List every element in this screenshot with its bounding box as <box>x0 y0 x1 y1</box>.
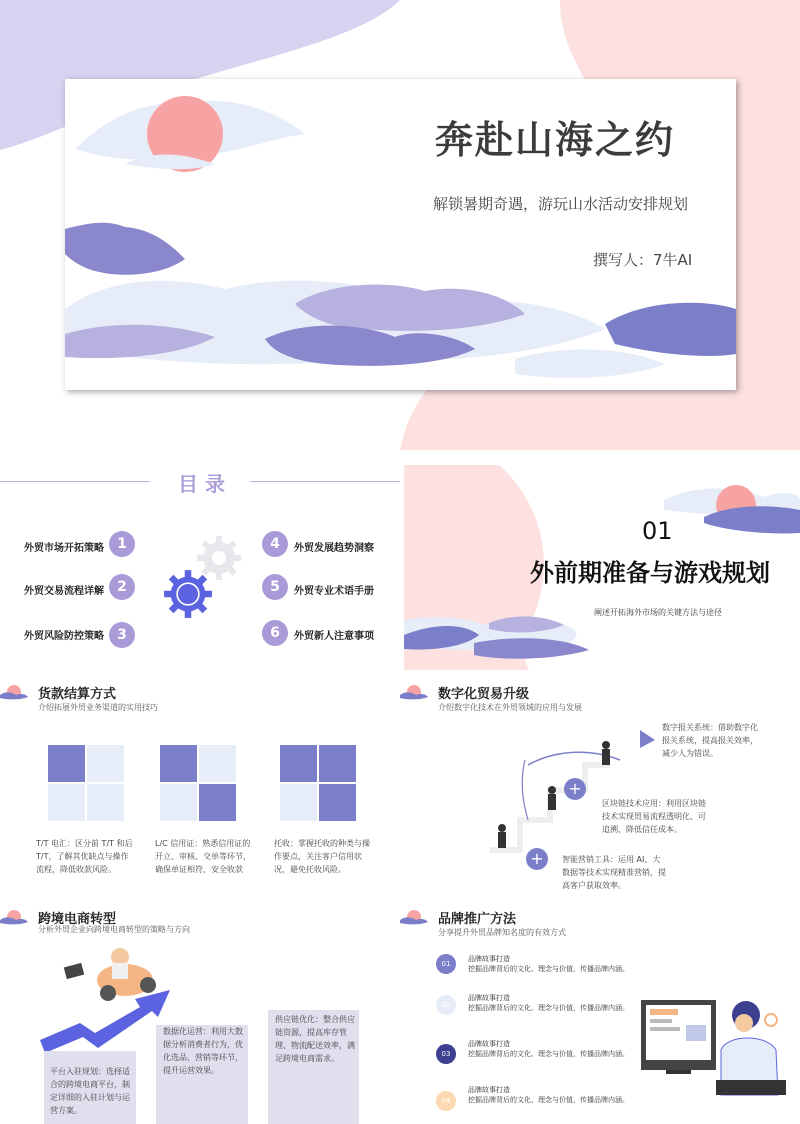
brand-item-head: 品牌故事打造 <box>468 994 510 1002</box>
brand-item-body: 挖掘品牌背后的文化、理念与价值，传播品牌内涵。 <box>468 1050 629 1058</box>
payment-item-1: T/T 电汇：区分前 T/T 和后 T/T，了解其优缺点与操作流程，降低收款风险。 <box>36 839 133 874</box>
section-title: 外前期准备与游戏规划 <box>530 559 770 587</box>
gear-icon <box>163 569 213 619</box>
cover-subtitle: 解锁暑期奇遇，游玩山水活动安排规划 <box>433 195 689 213</box>
cover-title: 奔赴山海之约 <box>435 118 676 162</box>
brand-number-badge: 01 <box>436 954 456 974</box>
toc-item-label: 外贸发展趋势洞察 <box>294 543 374 554</box>
ecommerce-slide <box>0 900 400 1124</box>
section-slide <box>404 465 800 670</box>
ecommerce-title: 跨境电商转型 <box>38 912 117 927</box>
toc-number-badge: 1 <box>109 531 135 557</box>
plus-icon: + <box>526 848 548 870</box>
payment-item-2: L/C 信用证：熟悉信用证的开立、审核、交单等环节，确保单证相符，安全收款 <box>155 839 251 874</box>
brand-item-body: 挖掘品牌背后的文化、理念与价值，传播品牌内涵。 <box>468 965 629 973</box>
brand-number-badge: 04 <box>436 1091 456 1111</box>
cover-author: 撰写人：7牛AI <box>593 251 693 269</box>
digital-slide <box>400 675 800 895</box>
payment-item-3: 托收：掌握托收的种类与操作要点，关注客户信用状况，避免托收风险。 <box>274 839 370 874</box>
digital-subtitle: 介绍数字化技术在外贸领域的应用与发展 <box>438 703 582 712</box>
brand-item-head: 品牌故事打造 <box>468 1086 510 1094</box>
payment-title: 货款结算方式 <box>38 687 117 702</box>
section-subtitle: 阐述开拓海外市场的关键方法与途径 <box>594 608 722 617</box>
digital-item-3: 智能营销工具：运用 AI、大数据等技术实现精准营销，提高客户获取效率。 <box>562 855 666 890</box>
toc-line-left <box>0 481 150 482</box>
brand-item-body: 挖掘品牌背后的文化、理念与价值，传播品牌内涵。 <box>468 1004 629 1012</box>
brand-title: 品牌推广方法 <box>438 912 517 927</box>
cloud-sun-icon <box>400 683 428 703</box>
ecommerce-item-2: 数据化运营：利用大数据分析消费者行为，优化选品、营销等环节，提升运营效果。 <box>163 1027 243 1075</box>
payment-subtitle: 介绍拓展外贸业务渠道的实用技巧 <box>38 703 158 712</box>
brand-subtitle: 分享提升外贸品牌知名度的有效方式 <box>438 928 566 937</box>
brand-item-body: 挖掘品牌背后的文化、理念与价值，传播品牌内涵。 <box>468 1096 629 1104</box>
toc-title: 目 录 <box>178 472 225 496</box>
toc-item-label: 外贸市场开拓策略 <box>24 543 104 554</box>
cover-slide <box>0 0 800 450</box>
brand-item-head: 品牌故事打造 <box>468 955 510 963</box>
toc-item-label: 外贸新人注意事项 <box>294 631 374 642</box>
toc-item-label: 外贸风险防控策略 <box>24 631 104 642</box>
digital-item-1: 数字报关系统：借助数字化报关系统，提高报关效率，减少人为错误。 <box>662 723 758 758</box>
person-computer-illustration <box>636 995 786 1105</box>
section-number: 01 <box>642 517 673 545</box>
payment-slide <box>0 675 400 895</box>
toc-item-label: 外贸专业术语手册 <box>294 586 374 597</box>
ecommerce-item-3: 供应链优化：整合供应链资源，提高库存管理、物流配送效率，满足跨境电商需求。 <box>275 1015 355 1063</box>
brand-slide <box>400 900 800 1124</box>
plus-icon: + <box>564 778 586 800</box>
brand-number-badge: 03 <box>436 1044 456 1064</box>
toc-number-badge: 3 <box>109 622 135 648</box>
toc-number-badge: 5 <box>262 574 288 600</box>
toc-number-badge: 6 <box>262 620 288 646</box>
brand-item-head: 品牌故事打造 <box>468 1040 510 1048</box>
toc-item-label: 外贸交易流程详解 <box>24 586 104 597</box>
cloud-sun-icon <box>0 908 28 928</box>
cover-card <box>65 79 736 390</box>
brand-number-badge: 02 <box>436 995 456 1015</box>
toc-number-badge: 4 <box>262 531 288 557</box>
ecommerce-subtitle: 分析外贸企业向跨境电商转型的策略与方向 <box>38 925 190 934</box>
cloud-sun-icon <box>400 908 428 928</box>
cloud-sun-icon <box>0 683 28 703</box>
digital-item-2: 区块链技术应用：利用区块链技术实现贸易流程透明化、可追溯，降低信任成本。 <box>602 799 706 834</box>
ecommerce-item-1: 平台入驻规划：选择适合的跨境电商平台，制定详细的入驻计划与运营方案。 <box>50 1067 130 1115</box>
toc-slide <box>0 465 400 665</box>
toc-number-badge: 2 <box>109 574 135 600</box>
toc-line-right <box>250 481 400 482</box>
digital-title: 数字化贸易升级 <box>438 687 530 702</box>
